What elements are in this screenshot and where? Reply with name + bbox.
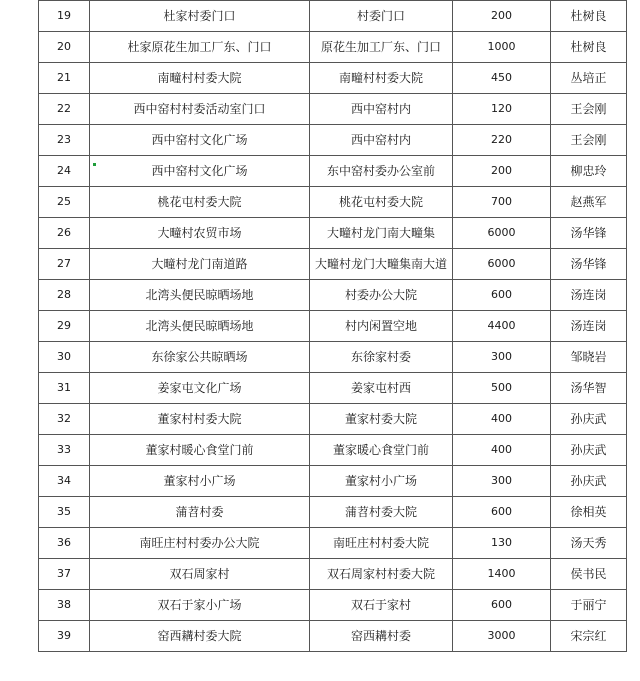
cell-responsible-person: 汤华锋 xyxy=(551,249,627,280)
cell-number: 25 xyxy=(39,187,90,218)
cell-area: 1000 xyxy=(453,32,551,63)
cell-site-name: 蒲苕村委 xyxy=(90,497,310,528)
cell-responsible-person: 杜树良 xyxy=(551,32,627,63)
cell-area: 400 xyxy=(453,404,551,435)
table-row xyxy=(39,342,627,373)
cell-area: 700 xyxy=(453,187,551,218)
cell-area: 6000 xyxy=(453,249,551,280)
cell-responsible-person: 侯书民 xyxy=(551,559,627,590)
cell-responsible-person: 于丽宁 xyxy=(551,590,627,621)
table-row xyxy=(39,559,627,590)
table-row xyxy=(39,280,627,311)
cell-area: 600 xyxy=(453,280,551,311)
table-row xyxy=(39,1,627,32)
cell-area: 120 xyxy=(453,94,551,125)
cell-location: 南疃村村委大院 xyxy=(310,63,453,94)
table-row xyxy=(39,156,627,187)
cell-responsible-person: 王会刚 xyxy=(551,125,627,156)
cell-location: 董家村委大院 xyxy=(310,404,453,435)
table-row xyxy=(39,435,627,466)
cell-number: 31 xyxy=(39,373,90,404)
cell-area: 300 xyxy=(453,342,551,373)
cell-location: 村委办公大院 xyxy=(310,280,453,311)
cell-number: 37 xyxy=(39,559,90,590)
cell-number: 22 xyxy=(39,94,90,125)
cell-number: 34 xyxy=(39,466,90,497)
cell-area: 200 xyxy=(453,156,551,187)
cell-location: 窑西耩村委 xyxy=(310,621,453,652)
cell-responsible-person: 孙庆武 xyxy=(551,466,627,497)
drying-site-table xyxy=(38,0,627,652)
cell-number: 39 xyxy=(39,621,90,652)
table-row xyxy=(39,125,627,156)
cell-location: 东徐家村委 xyxy=(310,342,453,373)
cell-number: 36 xyxy=(39,528,90,559)
cell-site-name: 双石周家村 xyxy=(90,559,310,590)
cell-area: 6000 xyxy=(453,218,551,249)
cell-area: 1400 xyxy=(453,559,551,590)
cell-location: 东中窑村委办公室前 xyxy=(310,156,453,187)
cell-responsible-person: 汤华锋 xyxy=(551,218,627,249)
cell-site-name: 西中窑村文化广场 xyxy=(90,156,310,187)
cell-number: 35 xyxy=(39,497,90,528)
cell-responsible-person: 汤连岗 xyxy=(551,280,627,311)
cell-area: 130 xyxy=(453,528,551,559)
table-row xyxy=(39,63,627,94)
cell-site-name: 南旺庄村村委办公大院 xyxy=(90,528,310,559)
cell-area: 200 xyxy=(453,1,551,32)
table-row xyxy=(39,218,627,249)
cell-location: 大疃村龙门南大疃集 xyxy=(310,218,453,249)
cell-location: 蒲苕村委大院 xyxy=(310,497,453,528)
cell-responsible-person: 丛培正 xyxy=(551,63,627,94)
cell-number: 32 xyxy=(39,404,90,435)
cell-responsible-person: 汤连岗 xyxy=(551,311,627,342)
cell-number: 24 xyxy=(39,156,90,187)
table-row xyxy=(39,187,627,218)
table-row xyxy=(39,249,627,280)
cell-site-name: 南疃村村委大院 xyxy=(90,63,310,94)
cell-location: 双石周家村村委大院 xyxy=(310,559,453,590)
cell-responsible-person: 汤天秀 xyxy=(551,528,627,559)
cell-number: 23 xyxy=(39,125,90,156)
cell-location: 董家村小广场 xyxy=(310,466,453,497)
cell-site-name: 北湾头便民晾晒场地 xyxy=(90,311,310,342)
cell-location: 村委门口 xyxy=(310,1,453,32)
table-row xyxy=(39,497,627,528)
cell-number: 21 xyxy=(39,63,90,94)
table-row xyxy=(39,373,627,404)
cell-site-name: 桃花屯村委大院 xyxy=(90,187,310,218)
cell-responsible-person: 王会刚 xyxy=(551,94,627,125)
cell-number: 26 xyxy=(39,218,90,249)
cell-location: 西中窑村内 xyxy=(310,125,453,156)
cell-location: 姜家屯村西 xyxy=(310,373,453,404)
cell-number: 30 xyxy=(39,342,90,373)
cell-number: 27 xyxy=(39,249,90,280)
cell-number: 20 xyxy=(39,32,90,63)
cell-responsible-person: 汤华智 xyxy=(551,373,627,404)
cell-responsible-person: 赵燕军 xyxy=(551,187,627,218)
cell-responsible-person: 孙庆武 xyxy=(551,435,627,466)
cell-site-name: 董家村小广场 xyxy=(90,466,310,497)
cell-number: 33 xyxy=(39,435,90,466)
cell-marker xyxy=(93,163,96,166)
cell-site-name: 北湾头便民晾晒场地 xyxy=(90,280,310,311)
cell-area: 400 xyxy=(453,435,551,466)
cell-area: 3000 xyxy=(453,621,551,652)
table-body xyxy=(39,1,627,652)
cell-location: 董家暖心食堂门前 xyxy=(310,435,453,466)
table-row xyxy=(39,590,627,621)
table-row xyxy=(39,404,627,435)
cell-site-name: 双石于家小广场 xyxy=(90,590,310,621)
cell-location: 双石于家村 xyxy=(310,590,453,621)
cell-number: 29 xyxy=(39,311,90,342)
cell-site-name: 杜家原花生加工厂东、门口 xyxy=(90,32,310,63)
cell-location: 村内闲置空地 xyxy=(310,311,453,342)
cell-area: 450 xyxy=(453,63,551,94)
cell-site-name: 董家村村委大院 xyxy=(90,404,310,435)
cell-area: 500 xyxy=(453,373,551,404)
cell-number: 28 xyxy=(39,280,90,311)
cell-site-name: 西中窑村文化广场 xyxy=(90,125,310,156)
cell-area: 600 xyxy=(453,497,551,528)
cell-site-name: 杜家村委门口 xyxy=(90,1,310,32)
cell-location: 南旺庄村村委大院 xyxy=(310,528,453,559)
table-row xyxy=(39,94,627,125)
cell-number: 38 xyxy=(39,590,90,621)
table-row xyxy=(39,32,627,63)
table-row xyxy=(39,311,627,342)
cell-responsible-person: 孙庆武 xyxy=(551,404,627,435)
cell-site-name: 窑西耩村委大院 xyxy=(90,621,310,652)
cell-responsible-person: 宋宗红 xyxy=(551,621,627,652)
cell-site-name: 姜家屯文化广场 xyxy=(90,373,310,404)
cell-responsible-person: 杜树良 xyxy=(551,1,627,32)
table-row xyxy=(39,528,627,559)
cell-location: 西中窑村内 xyxy=(310,94,453,125)
table-row xyxy=(39,621,627,652)
cell-site-name: 大疃村农贸市场 xyxy=(90,218,310,249)
cell-area: 220 xyxy=(453,125,551,156)
cell-responsible-person: 柳忠玲 xyxy=(551,156,627,187)
cell-area: 600 xyxy=(453,590,551,621)
cell-site-name: 董家村暖心食堂门前 xyxy=(90,435,310,466)
cell-site-name: 西中窑村村委活动室门口 xyxy=(90,94,310,125)
cell-location: 原花生加工厂东、门口 xyxy=(310,32,453,63)
cell-site-name: 东徐家公共晾晒场 xyxy=(90,342,310,373)
cell-area: 4400 xyxy=(453,311,551,342)
table-row xyxy=(39,466,627,497)
cell-responsible-person: 徐相英 xyxy=(551,497,627,528)
cell-site-name: 大疃村龙门南道路 xyxy=(90,249,310,280)
cell-location: 桃花屯村委大院 xyxy=(310,187,453,218)
cell-number: 19 xyxy=(39,1,90,32)
cell-area: 300 xyxy=(453,466,551,497)
cell-responsible-person: 邹晓岩 xyxy=(551,342,627,373)
cell-location: 大疃村龙门大疃集南大道 xyxy=(310,249,453,280)
